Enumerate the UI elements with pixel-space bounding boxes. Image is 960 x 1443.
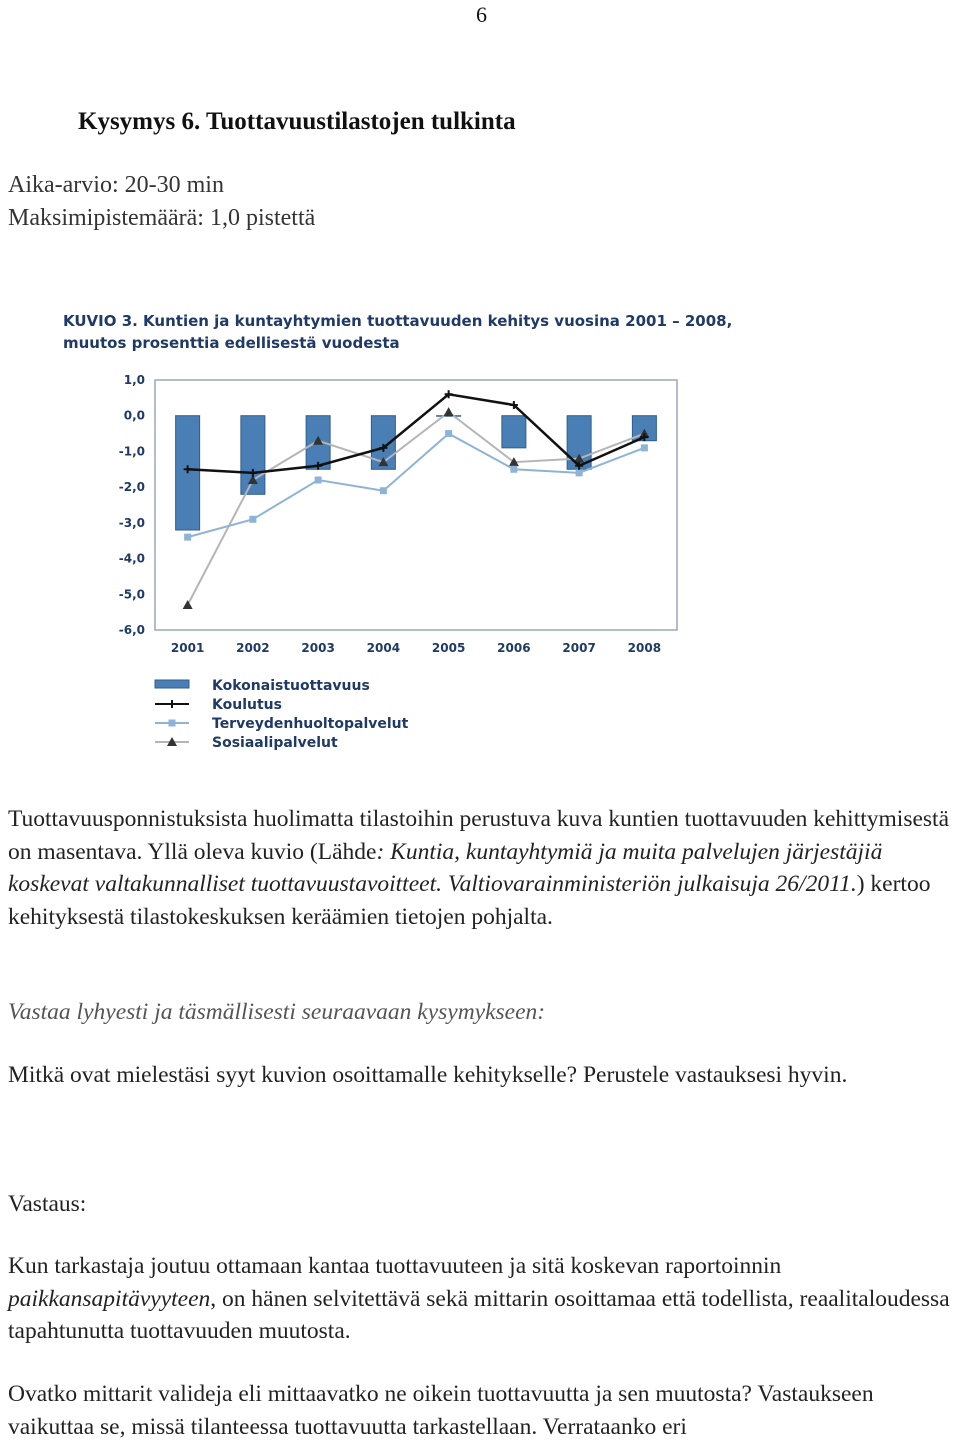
x-tick-label: 2007 [562,641,596,655]
answer-paragraph-2: Ovatko mittarit valideja eli mittaavatko ne oikein tuottavuutta ja sen muutosta? Vastaukseen vaikuttaa se, missä tilanteessa tuottavuutta tarkastellaan. Verrataanko eri [8,1381,874,1440]
answer-text: Kun tarkastaja joutuu ottamaan kantaa tuottavuuteen ja sitä koskevan raportoinnin [8,1253,782,1279]
x-tick-label: 2006 [497,641,531,655]
point-marker [380,487,387,494]
answer-label: Vastaus: [8,1191,87,1217]
chart-title: KUVIO 3. Kuntien ja kuntayhtymien tuottavuuden kehitys vuosina 2001 – 2008, [63,312,733,330]
bar [502,416,526,448]
source-citation: : Kuntia, kuntayhtymiä ja muita palvelujen järjestäjiä koskevat valtakunnalliset tuottavuustavoitteet. Valtiovarainministeriön julkaisuja 26/2011. [8,838,883,897]
answer-paragraph-1 [8,1250,956,1348]
y-tick-label: -2,0 [118,480,145,495]
point-marker [168,700,176,708]
page-number: 6 [476,2,487,27]
y-tick-label: 0,0 [123,408,145,423]
x-tick-label: 2005 [431,641,466,655]
legend-label: Sosiaalipalvelut [212,735,338,751]
instruction [8,996,956,1029]
legend-label: Koulutus [212,697,282,713]
productivity-chart [55,300,775,770]
y-tick-label: -4,0 [118,551,145,566]
instruction-text: Vastaa lyhyesti ja täsmällisesti seuraavaan kysymykseen: [8,999,546,1025]
chart-subtitle: muutos prosenttia edellisestä vuodesta [63,334,400,352]
point-marker [315,477,322,484]
y-tick-label: -6,0 [118,623,145,637]
point-marker [184,534,191,541]
legend-label: Terveydenhuoltopalvelut [212,716,409,732]
intro-text-end: ) kertoo kehityksestä tilastokeskuksen keräämien tietojen pohjalta. [8,871,931,930]
x-tick-label: 2002 [236,641,270,655]
point-marker [576,469,583,476]
legend-swatch [155,680,189,688]
point-marker [444,407,454,416]
y-tick-label: 1,0 [123,373,145,387]
chart-plot-area [119,373,677,655]
point-marker [249,516,256,523]
answer-emphasis: paikkansapitävyyteen [8,1285,211,1312]
max-points: Maksimipistemäärä: 1,0 pistettä [8,205,316,231]
intro-text: Tuottavuusponnistuksista huolimatta tilastoihin perustuva kuva kuntien tuottavuuden kehittymisestä on masentava. Yllä oleva kuvio (Lähde [8,806,950,865]
y-tick-label: -3,0 [118,515,145,530]
x-tick-label: 2001 [170,641,205,655]
time-estimate: Aika-arvio: 20-30 min [8,172,224,198]
y-tick-label: -5,0 [118,587,145,602]
chart-legend [155,678,409,751]
question-heading: Kysymys 6. Tuottavuustilastojen tulkinta [78,108,516,135]
intro-paragraph [8,803,956,933]
point-marker [169,720,176,727]
answer-text-end: , on hänen selvitettävä sekä mittarin osoittamaa että todellista, reaalitaloudessa tapahtunutta tuottavuuden muutosta. [8,1285,950,1344]
question-text: Mitkä ovat mielestäsi syyt kuvion osoittamalle kehitykselle? Perustele vastauksesi hyvin. [8,1062,848,1088]
point-marker [183,600,193,609]
x-tick-label: 2003 [301,641,335,655]
y-tick-label: -1,0 [118,444,145,459]
x-tick-label: 2004 [366,641,401,655]
legend-label: Kokonaistuottavuus [212,678,370,694]
x-tick-label: 2008 [627,641,662,655]
point-marker [445,430,452,437]
point-marker [641,444,648,451]
point-marker [510,466,517,473]
plot-frame [155,380,677,630]
